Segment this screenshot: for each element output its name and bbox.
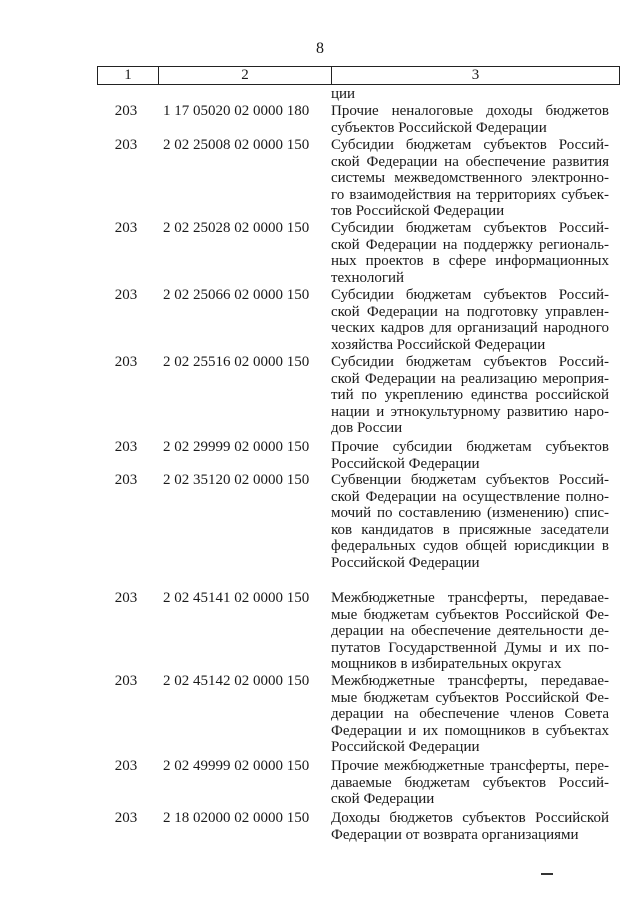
text-line: Российской Федерации bbox=[331, 739, 480, 756]
admin-code-cell: 203 bbox=[114, 758, 138, 774]
description-cell bbox=[331, 287, 609, 353]
admin-code-cell: 203 bbox=[114, 287, 138, 303]
text-line: системы межведомственного электронно- bbox=[331, 170, 609, 187]
description-cell bbox=[331, 810, 609, 843]
budget-code-cell: 2 02 25028 02 0000 150 bbox=[163, 220, 310, 236]
description-cell bbox=[331, 472, 609, 572]
admin-code-cell: 203 bbox=[114, 354, 138, 370]
admin-code-cell: 203 bbox=[114, 673, 138, 689]
text-line: Межбюджетные трансферты, передавае- bbox=[331, 673, 609, 689]
description-cell bbox=[331, 137, 609, 220]
budget-code-cell: 2 18 02000 02 0000 150 bbox=[163, 810, 310, 826]
description-cell bbox=[331, 439, 609, 472]
admin-code-cell: 203 bbox=[114, 590, 138, 606]
text-line: ской Федерации на осуществление полно- bbox=[331, 488, 609, 505]
text-line: ской Федерации bbox=[331, 791, 435, 808]
text-line: Межбюджетные трансферты, передавае- bbox=[331, 590, 609, 606]
text-line: мые бюджетам субъектов Российской Фе- bbox=[331, 606, 609, 623]
description-cell bbox=[331, 758, 609, 808]
admin-code-cell: 203 bbox=[114, 472, 138, 488]
budget-code-cell: 2 02 35120 02 0000 150 bbox=[163, 472, 310, 488]
text-line: мые бюджетам субъектов Российской Фе- bbox=[331, 689, 609, 706]
text-line: дерации на обеспечение членов Совета bbox=[331, 706, 609, 723]
budget-code-cell: 2 02 25516 02 0000 150 bbox=[163, 354, 310, 370]
table-header bbox=[97, 66, 620, 85]
header-col-2: 2 bbox=[158, 67, 331, 84]
description-cell bbox=[331, 590, 609, 673]
text-line: тов Российской Федерации bbox=[331, 203, 505, 220]
text-line: Федерации от возврата организациями bbox=[331, 826, 579, 843]
text-line: хозяйства Российской Федерации bbox=[331, 336, 546, 353]
budget-code-cell: 2 02 45142 02 0000 150 bbox=[163, 673, 310, 689]
text-line: технологий bbox=[331, 269, 405, 286]
text-line: ской Федерации на поддержку региональ- bbox=[331, 236, 609, 253]
text-line: Субсидии бюджетам субъектов Россий- bbox=[331, 220, 609, 236]
text-line: Субсидии бюджетам субъектов Россий- bbox=[331, 287, 609, 303]
description-cell bbox=[331, 220, 609, 286]
scan-mark bbox=[541, 873, 553, 875]
text-line: ных проектов в сфере информационных bbox=[331, 253, 609, 270]
admin-code-cell: 203 bbox=[114, 103, 138, 119]
text-line: субъектов Российской Федерации bbox=[331, 119, 547, 136]
budget-code-cell: 2 02 45141 02 0000 150 bbox=[163, 590, 310, 606]
text-line: дерации на обеспечение деятельности де- bbox=[331, 623, 609, 640]
text-line: нации и этнокультурному развитию наро- bbox=[331, 403, 609, 420]
text-line: мощников в избирательных округах bbox=[331, 656, 562, 673]
description-cell bbox=[331, 673, 609, 756]
text-line: Федерации и их помощников в субъектах bbox=[331, 722, 609, 739]
text-line: Субвенции бюджетам субъектов Россий- bbox=[331, 472, 609, 488]
text-line: ков кандидатов в присяжные заседатели bbox=[331, 521, 609, 538]
text-line: Российской Федерации bbox=[331, 455, 480, 472]
text-line: Прочие неналоговые доходы бюджетов bbox=[331, 103, 609, 119]
text-line: дов России bbox=[331, 420, 403, 437]
header-col-1: 1 bbox=[124, 67, 132, 83]
admin-code-cell: 203 bbox=[114, 137, 138, 153]
text-line: ской Федерации на обеспечение развития bbox=[331, 153, 609, 170]
text-line: Субсидии бюджетам субъектов Россий- bbox=[331, 354, 609, 370]
text-line: ской Федерации на подготовку управлен- bbox=[331, 303, 609, 320]
budget-code-cell: 2 02 49999 02 0000 150 bbox=[163, 758, 310, 774]
text-line: мочий по составлению (изменению) спис- bbox=[331, 505, 609, 522]
admin-code-cell: 203 bbox=[114, 220, 138, 236]
text-line: Прочие субсидии бюджетам субъектов bbox=[331, 439, 609, 455]
admin-code-cell: 203 bbox=[114, 810, 138, 826]
text-line: Прочие межбюджетные трансферты, пере- bbox=[331, 758, 609, 774]
budget-code-cell: 2 02 25066 02 0000 150 bbox=[163, 287, 310, 303]
text-line: ческих кадров для организаций народного bbox=[331, 320, 609, 337]
text-line: Российской Федерации bbox=[331, 554, 480, 571]
text-line: Доходы бюджетов субъектов Российской bbox=[331, 810, 609, 826]
budget-code-cell: 2 02 25008 02 0000 150 bbox=[163, 137, 310, 153]
continuation-text bbox=[331, 86, 609, 103]
description-cell bbox=[331, 354, 609, 437]
text-line: тий по укреплению единства российской bbox=[331, 387, 609, 404]
header-col-3: 3 bbox=[331, 67, 619, 84]
budget-code-cell: 1 17 05020 02 0000 180 bbox=[163, 103, 310, 119]
text-line: даваемые бюджетам субъектов Россий- bbox=[331, 774, 609, 791]
text-line: Субсидии бюджетам субъектов Россий- bbox=[331, 137, 609, 153]
page-number: 8 bbox=[316, 40, 324, 57]
text-line: го взаимодействия на территориях субъек- bbox=[331, 186, 609, 203]
budget-code-cell: 2 02 29999 02 0000 150 bbox=[163, 439, 310, 455]
description-cell bbox=[331, 103, 609, 136]
admin-code-cell: 203 bbox=[114, 439, 138, 455]
text-line: ции bbox=[331, 86, 356, 102]
text-line: федеральных судов общей юрисдикции в bbox=[331, 538, 609, 555]
text-line: ской Федерации на реализацию мероприя- bbox=[331, 370, 609, 387]
text-line: путатов Государственной Думы и их по- bbox=[331, 639, 609, 656]
